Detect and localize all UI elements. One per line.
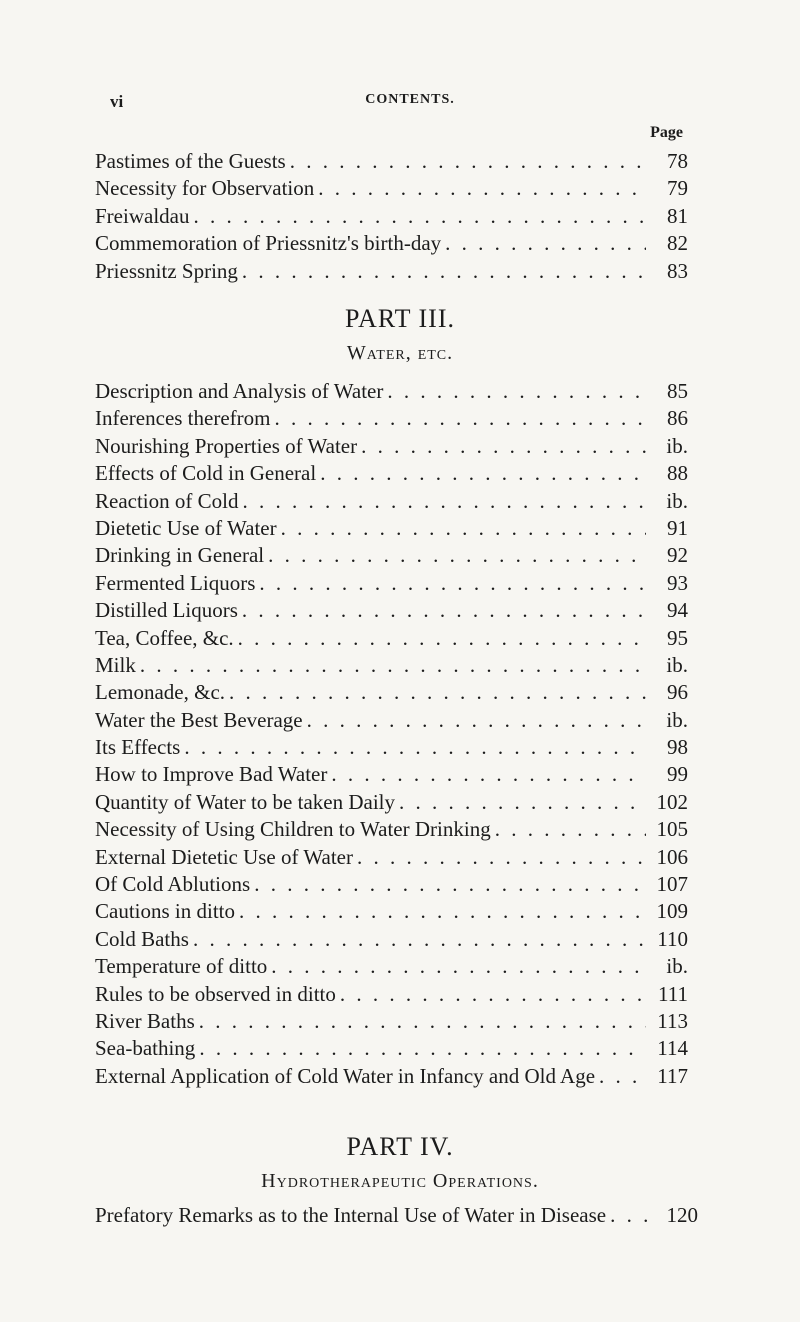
dot-leader [199, 1008, 646, 1035]
dot-leader [387, 378, 646, 405]
toc-list-part-3 [95, 378, 688, 1090]
toc-entry-page: 114 [657, 1036, 688, 1061]
toc-entry-page: 113 [657, 1008, 688, 1033]
dot-leader [307, 707, 646, 734]
toc-entry-title: Freiwaldau [95, 203, 190, 228]
toc-entry-page: 96 [667, 680, 688, 705]
running-title: CONTENTS. [365, 92, 455, 107]
toc-entry-title: Prefatory Remarks as to the Internal Use of Water in Disease [95, 1203, 607, 1227]
dot-leader [239, 898, 646, 925]
toc-entry-title: Necessity of Using Children to Water Drinking [95, 817, 491, 842]
toc-entry [95, 871, 688, 898]
dot-leader [254, 871, 646, 898]
toc-entry-title: Milk [95, 652, 136, 677]
toc-entry-page: 86 [667, 406, 688, 431]
toc-entry-page: 102 [656, 789, 688, 814]
toc-entry [95, 203, 688, 230]
dot-leader [242, 258, 646, 285]
toc-entry-title: Description and Analysis of Water [95, 379, 384, 403]
toc-entry-page: 93 [667, 570, 688, 595]
toc-list-part-4 [95, 1202, 698, 1229]
toc-entry [95, 926, 688, 953]
toc-entry-title: External Dietetic Use of Water [95, 844, 353, 869]
toc-entry-title: Nourishing Properties of Water [95, 433, 358, 458]
dot-leader [268, 542, 646, 569]
toc-entry-page: 99 [667, 762, 688, 787]
toc-entry-title: Pastimes of the Guests [95, 149, 286, 173]
dot-leader [259, 570, 646, 597]
dot-leader [242, 597, 646, 624]
toc-entry [95, 816, 688, 843]
toc-entry-title: Dietetic Use of Water [95, 515, 277, 540]
dot-leader [320, 460, 646, 487]
dot-leader [340, 981, 646, 1008]
part-3-heading: PART III. [344, 304, 456, 333]
toc-entry [95, 230, 688, 257]
part-4-subheading: Hydrotherapeutic Operations. [261, 1170, 539, 1192]
toc-entry [95, 953, 688, 980]
toc-entry [95, 433, 688, 460]
toc-entry-page: 92 [667, 543, 688, 568]
toc-entry-title: Its Effects [95, 735, 181, 760]
toc-entry-title: Drinking in General [95, 543, 265, 568]
dot-leader [271, 953, 646, 980]
toc-entry-page: 85 [667, 379, 688, 403]
toc-entry-page: 83 [667, 258, 688, 283]
toc-entry-title: Cautions in ditto [95, 899, 236, 924]
toc-entry-page: 110 [657, 926, 688, 951]
toc-entry [95, 1202, 698, 1229]
toc-entry-title: Cold Baths [95, 926, 189, 951]
toc-entry [95, 789, 688, 816]
dot-leader [290, 148, 646, 175]
toc-entry [95, 597, 688, 624]
toc-entry-page: 81 [667, 203, 688, 228]
toc-entry-title: Rules to be observed in ditto [95, 981, 336, 1006]
dot-leader [281, 515, 646, 542]
toc-entry-title: Necessity for Observation [95, 176, 315, 201]
toc-entry [95, 488, 688, 515]
dot-leader [274, 405, 646, 432]
toc-entry-page: 117 [657, 1063, 688, 1088]
toc-entry-page: ib. [666, 433, 688, 458]
dot-leader [610, 1202, 656, 1229]
dot-leader [140, 652, 646, 679]
toc-entry-title: Priessnitz Spring [95, 258, 238, 283]
toc-entry-title: External Application of Cold Water in Infancy and Old Age [95, 1063, 596, 1088]
toc-entry-title: Lemonade, &c. [95, 680, 226, 705]
toc-entry-title: Reaction of Cold [95, 488, 239, 513]
toc-entry-page: 79 [667, 176, 688, 201]
toc-entry [95, 258, 688, 285]
dot-leader [318, 175, 646, 202]
toc-entry-page: 82 [667, 231, 688, 256]
toc-entry-page: 88 [667, 461, 688, 486]
dot-leader [357, 844, 646, 871]
dot-leader [495, 816, 646, 843]
toc-entry-page: 107 [656, 872, 688, 897]
toc-entry-title: Tea, Coffee, &c. [95, 625, 234, 650]
toc-entry-page: ib. [666, 707, 688, 732]
toc-entry [95, 148, 688, 175]
toc-entry-title: Sea-bathing [95, 1036, 196, 1061]
toc-entry-title: Quantity of Water to be taken Daily [95, 789, 395, 814]
toc-entry [95, 761, 688, 788]
toc-entry-title: Fermented Liquors [95, 570, 256, 595]
dot-leader [184, 734, 646, 761]
dot-leader [445, 230, 646, 257]
toc-entry-page: 98 [667, 735, 688, 760]
dot-leader [331, 761, 646, 788]
dot-leader [361, 433, 646, 460]
toc-entry [95, 515, 688, 542]
page-column-label: Page [650, 124, 683, 141]
dot-leader [199, 1035, 646, 1062]
page-number: vi [110, 92, 124, 111]
dot-leader [242, 488, 646, 515]
toc-entry-title: Of Cold Ablutions [95, 872, 251, 897]
toc-entry [95, 734, 688, 761]
toc-entry [95, 844, 688, 871]
toc-entry-page: ib. [666, 954, 688, 979]
toc-entry-page: 111 [658, 981, 688, 1006]
toc-entry [95, 1063, 688, 1090]
toc-entry-page: 95 [667, 625, 688, 650]
running-head [110, 92, 690, 112]
toc-entry-page: 109 [656, 899, 688, 924]
toc-entry [95, 542, 688, 569]
toc-entry [95, 707, 688, 734]
toc-entry [95, 981, 688, 1008]
toc-entry [95, 898, 688, 925]
toc-list-section-1 [95, 148, 688, 285]
toc-entry-page: 120 [666, 1203, 698, 1227]
toc-entry [95, 625, 688, 652]
toc-entry-title: Distilled Liquors [95, 598, 238, 623]
toc-entry [95, 1008, 688, 1035]
toc-entry-title: River Baths [95, 1008, 195, 1033]
toc-entry-page: 106 [656, 844, 688, 869]
dot-leader [229, 679, 646, 706]
toc-entry [95, 405, 688, 432]
toc-entry [95, 570, 688, 597]
toc-entry-title: Inferences therefrom [95, 406, 271, 431]
dot-leader [399, 789, 646, 816]
toc-entry-title: Temperature of ditto [95, 954, 268, 979]
toc-entry [95, 378, 688, 405]
toc-entry-title: Water the Best Beverage [95, 707, 303, 732]
toc-entry-title: Effects of Cold in General [95, 461, 317, 486]
part-4-heading: PART IV. [346, 1132, 454, 1161]
toc-entry-title: Commemoration of Priessnitz's birth-day [95, 231, 442, 256]
dot-leader [193, 926, 646, 953]
toc-entry [95, 652, 688, 679]
toc-entry [95, 175, 688, 202]
toc-entry-page: ib. [666, 652, 688, 677]
toc-entry [95, 460, 688, 487]
part-3-subheading: Water, etc. [346, 342, 454, 364]
toc-entry-page: ib. [666, 488, 688, 513]
dot-leader [193, 203, 646, 230]
toc-entry [95, 1035, 688, 1062]
toc-entry-page: 105 [656, 817, 688, 842]
toc-entry-title: How to Improve Bad Water [95, 762, 328, 787]
dot-leader [238, 625, 646, 652]
toc-entry-page: 91 [667, 515, 688, 540]
dot-leader [599, 1063, 646, 1090]
toc-entry [95, 679, 688, 706]
toc-entry-page: 78 [667, 149, 688, 173]
toc-entry-page: 94 [667, 598, 688, 623]
